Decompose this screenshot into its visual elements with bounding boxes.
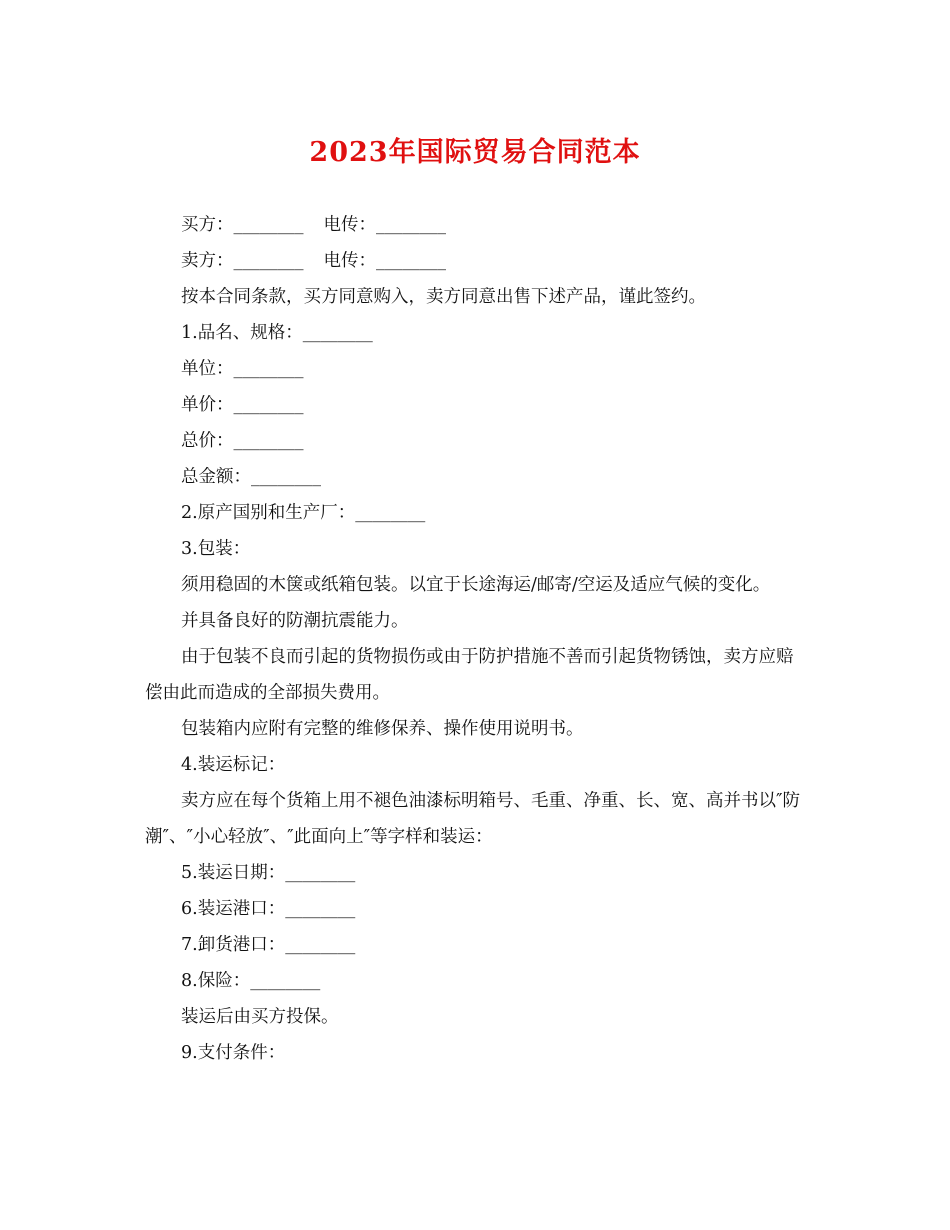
shipment-date-line: 5.装运日期：________ — [181, 863, 356, 883]
total-price-line: 总价：________ — [181, 431, 304, 451]
insurance-note: 装运后由买方投保。 — [181, 1007, 339, 1027]
buyer-line — [145, 207, 805, 243]
packing-paragraph-1: 须用稳固的木箧或纸箱包装。以宜于长途海运/邮寄/空运及适应气候的变化。 — [181, 575, 771, 595]
packing-paragraph-2: 并具备良好的防潮抗震能力。 — [181, 611, 409, 631]
seller-line — [145, 243, 805, 279]
shipping-mark-paragraph: 卖方应在每个货箱上用不褪色油漆标明箱号、毛重、净重、长、宽、高并书以″防潮″、″小心轻放″、″此面向上″等字样和装运： — [145, 791, 801, 847]
insurance-line: 8.保险：________ — [181, 971, 321, 991]
unit-price-line: 单价：________ — [181, 395, 304, 415]
seller-telex-field: 电传：________ — [323, 251, 446, 271]
packing-heading: 3.包装： — [181, 539, 251, 559]
document-title: 2023年国际贸易合同范本 — [309, 137, 641, 168]
product-spec-line: 1.品名、规格：________ — [181, 323, 373, 343]
buyer-telex-field: 电传：________ — [323, 215, 446, 235]
total-amount-line: 总金额：________ — [181, 467, 321, 487]
packing-paragraph-3: 由于包装不良而引起的货物损伤或由于防护措施不善而引起货物锈蚀，卖方应赔偿由此而造成的全部损失费用。 — [145, 647, 794, 703]
loading-port-line: 6.装运港口：________ — [181, 899, 356, 919]
seller-field: 卖方：________ — [181, 251, 304, 271]
shipping-mark-heading: 4.装运标记： — [181, 755, 286, 775]
packing-paragraph-4: 包装箱内应附有完整的维修保养、操作使用说明书。 — [181, 719, 584, 739]
origin-line: 2.原产国别和生产厂：________ — [181, 503, 426, 523]
discharge-port-line: 7.卸货港口：________ — [181, 935, 356, 955]
buyer-field: 买方：________ — [181, 215, 304, 235]
document-body — [145, 207, 805, 1071]
payment-terms-heading: 9.支付条件： — [181, 1043, 286, 1063]
agreement-statement: 按本合同条款，买方同意购入，卖方同意出售下述产品，谨此签约。 — [181, 287, 706, 307]
unit-line: 单位：________ — [181, 359, 304, 379]
